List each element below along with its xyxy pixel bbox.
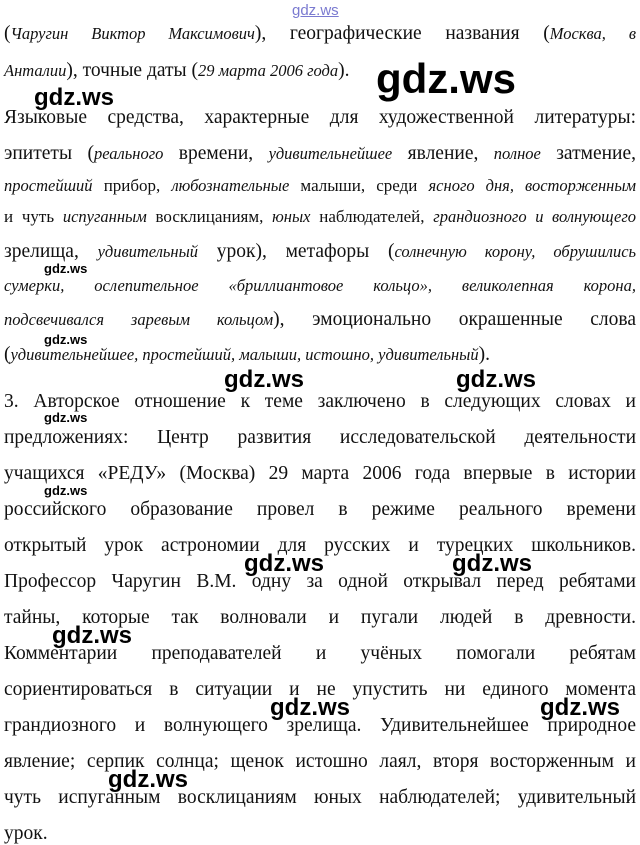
text-line: грандиозного и волнующего зрелища. Удивительнейшее природное xyxy=(4,715,636,736)
text-line: Языковые средства, характерные для художественной литературы: xyxy=(4,107,636,128)
text-line: российского образование провел в режиме реального времени xyxy=(4,499,636,520)
text-line: и чуть испуганным восклицаниям, юных наблюдателей, грандиозного и волнующего xyxy=(4,207,637,226)
text-line: подсвечивался заревым кольцом), эмоционально окрашенные слова xyxy=(4,309,636,330)
watermark: gdz.ws xyxy=(108,766,189,793)
watermark-top: gdz.ws xyxy=(292,2,339,19)
watermark: gdz.ws xyxy=(244,550,325,577)
watermark: gdz.ws xyxy=(452,550,533,577)
text-line: учащихся «РЕДУ» (Москва) 29 марта 2006 года впервые в истории xyxy=(4,463,636,484)
watermark: gdz.ws xyxy=(44,332,88,347)
text-line: простейший прибор, любознательные малыши, среди ясного дня, восторженным xyxy=(4,176,637,195)
text-line: тайны, которые так волновали и пугали людей в древности. xyxy=(4,607,636,628)
watermark: gdz.ws xyxy=(270,694,351,721)
watermark: gdz.ws xyxy=(44,410,88,425)
watermark: gdz.ws xyxy=(44,483,88,498)
text-line: Профессор Чаругин В.М. одну за одной открывал перед ребятами xyxy=(4,571,636,592)
text-line: зрелища, удивительный урок), метафоры (солнечную корону, обрушились xyxy=(4,241,637,262)
text-line: урок. xyxy=(4,823,48,844)
text-line: явление; серпик солнца; щенок истошно лаял, вторя восторженным и xyxy=(4,751,636,772)
text-line: (удивительнейшее, простейший, малыши, истошно, удивительный). xyxy=(4,344,490,365)
text-line: эпитеты (реального времени, удивительнейшее явление, полное затмение, xyxy=(4,143,637,164)
watermark: gdz.ws xyxy=(34,84,115,111)
text-line: Анталии), точные даты (29 марта 2006 года). xyxy=(4,60,350,81)
text-line: (Чаругин Виктор Максимович), географические названия (Москва, в xyxy=(4,23,636,44)
text-line: открытый урок астрономии для русских и турецких школьников. xyxy=(4,535,636,556)
watermark: gdz.ws xyxy=(52,622,133,649)
text-line: Комментарии преподавателей и учёных помогали ребятам xyxy=(4,643,636,664)
text-line: 3. Авторское отношение к теме заключено в следующих словах и xyxy=(4,391,636,412)
watermark: gdz.ws xyxy=(224,366,305,393)
text-line: предложениях: Центр развития исследовательской деятельности xyxy=(4,427,636,448)
text-line: сориентироваться в ситуации и не упустить ни единого момента xyxy=(4,679,636,700)
watermark-large: gdz.ws xyxy=(376,55,517,102)
watermark: gdz.ws xyxy=(540,694,621,721)
text-line: сумерки, ослепительное «бриллиантовое кольцо», великолепная корона, xyxy=(4,276,636,295)
watermark: gdz.ws xyxy=(44,261,88,276)
watermark: gdz.ws xyxy=(456,366,537,393)
text-line: чуть испуганным восклицаниям юных наблюдателей; удивительный xyxy=(4,787,636,808)
